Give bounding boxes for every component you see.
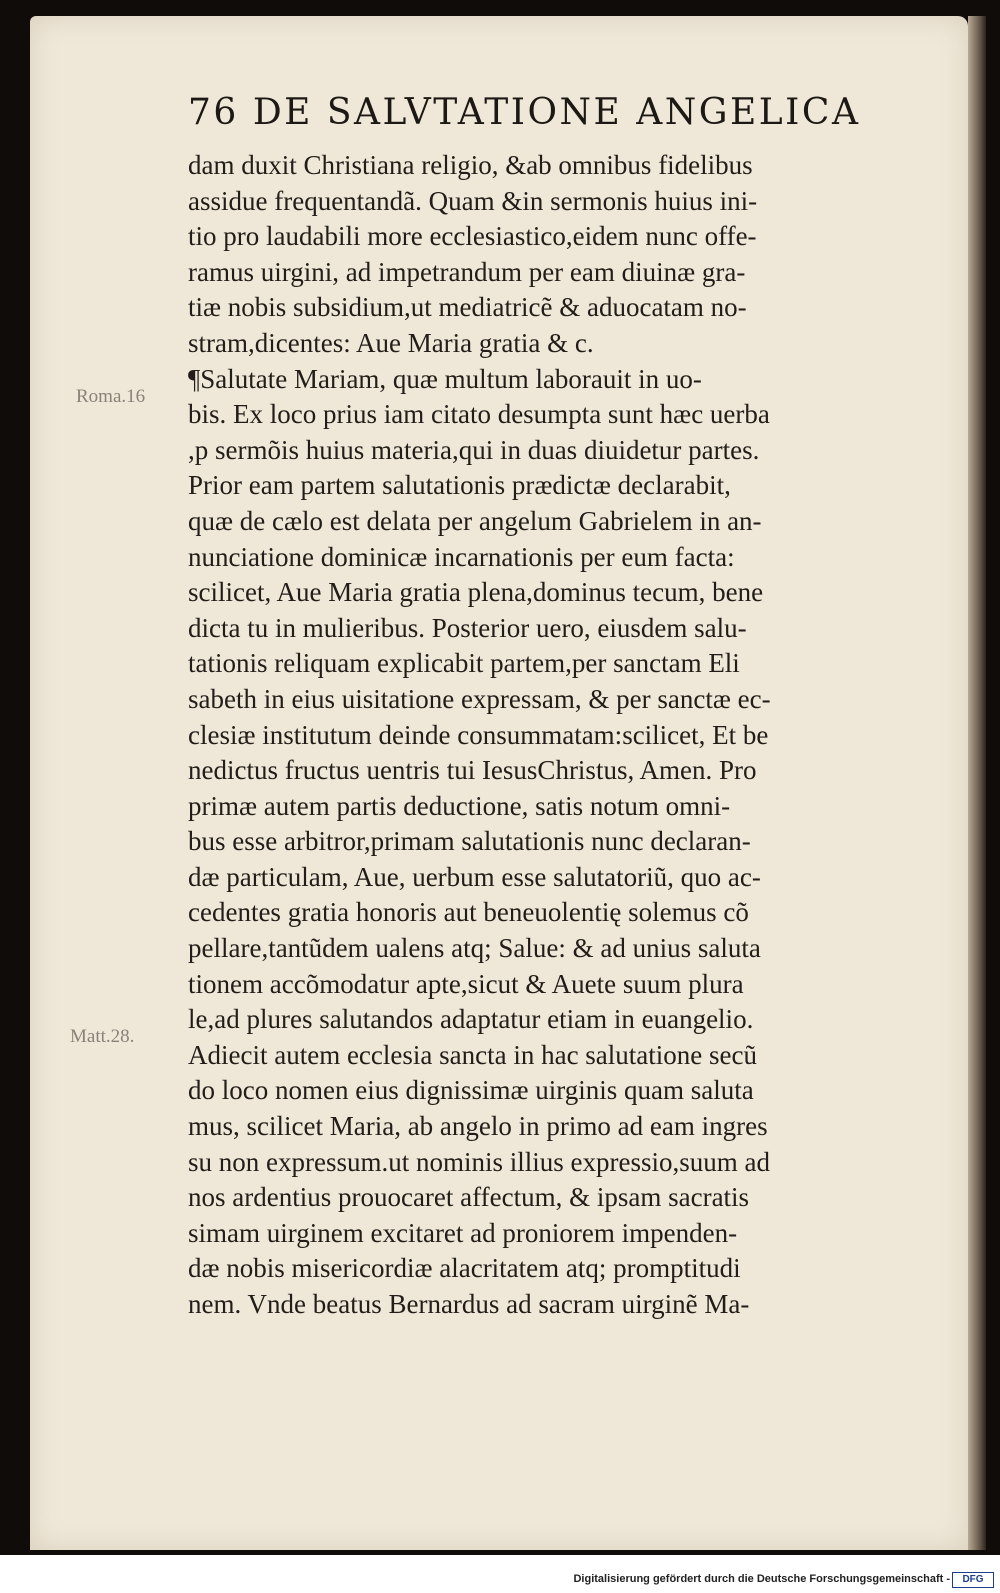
text-line: mus, scilicet Maria, ab angelo in primo ad eam ingres [188, 1111, 768, 1142]
margin-note-roma: Roma.16 [76, 386, 146, 407]
text-line: su non expressum.ut nominis illius expressio,suum ad [188, 1146, 770, 1177]
page-number: 76 [188, 92, 239, 133]
text-line: tionem accõmodatur apte,sicut & Auete suum plura [188, 968, 744, 999]
text-line: nedictus fructus uentris tui IesusChristus, Amen. Pro [188, 755, 757, 786]
text-line: bis. Ex loco prius iam citato desumpta sunt hæc uerba [188, 399, 770, 430]
text-line: tio pro laudabili more ecclesiastico,eidem nunc offe- [188, 221, 757, 252]
text-line: simam uirginem excitaret ad proniorem impenden- [188, 1217, 738, 1248]
text-line: clesiæ institutum deinde consummatam:scilicet, Et be [188, 719, 769, 750]
text-line: ¶Salutate Mariam, quæ multum laborauit in uo- [188, 363, 702, 394]
text-line: nem. Vnde beatus Bernardus ad sacram uirginẽ Ma- [188, 1289, 750, 1319]
text-line: ,p sermõis huius materia,qui in duas diuidetur partes. [188, 434, 760, 465]
text-line: dæ nobis misericordiæ alacritatem atq; promptitudi [188, 1253, 741, 1284]
text-line: Prior eam partem salutationis prædictæ declarabit, [188, 470, 731, 501]
text-line: do loco nomen eius dignissimæ uirginis quam saluta [188, 1075, 754, 1106]
text-line: quæ de cælo est delata per angelum Gabrielem in an- [188, 505, 762, 536]
text-line: assidue frequentandã. Quam &in sermonis huius ini- [188, 185, 758, 216]
text-line: dam duxit Christiana religio, &ab omnibus fidelibus [188, 150, 753, 180]
page-edge [968, 16, 986, 1550]
text-line: ramus uirgini, ad impetrandum per eam diuinæ gra- [188, 256, 746, 287]
text-line: nos ardentius prouocaret affectum, & ipsam sacratis [188, 1182, 750, 1213]
text-line: primæ autem partis deductione, satis notum omni- [188, 790, 731, 821]
text-line: Adiecit autem ecclesia sancta in hac salutatione secũ [188, 1039, 757, 1070]
running-head-title: DE SALVTATIONE ANGELICA [252, 92, 861, 133]
text-line: tationis reliquam explicabit partem,per sanctam Eli [188, 648, 740, 679]
text-line: dicta tu in mulieribus. Posterior uero, eiusdem salu- [188, 612, 747, 643]
footer-credit: Digitalisierung gefördert durch die Deutsche Forschungsgemeinschaft - [573, 1573, 950, 1585]
text-line: pellare,tantũdem ualens atq; Salue: & ad unius saluta [188, 933, 761, 964]
text-line: dæ particulam, Aue, uerbum esse salutatoriũ, quo ac- [188, 861, 761, 892]
text-line: scilicet, Aue Maria gratia plena,dominus tecum, bene [188, 577, 764, 608]
text-line: tiæ nobis subsidium,ut mediatricẽ & aduocatam no- [188, 292, 747, 323]
text-line: bus esse arbitror,primam salutationis nunc declaran- [188, 826, 751, 857]
text-line: nunciatione dominicæ incarnationis per eum facta: [188, 541, 735, 572]
running-head [188, 92, 878, 136]
text-line: sabeth in eius uisitatione expressam, & per sanctæ ec- [188, 683, 771, 714]
text-line: stram,dicentes: Aue Maria gratia & c. [188, 327, 594, 358]
text-line: le,ad plures salutandos adaptatur etiam in euangelio. [188, 1004, 754, 1035]
body-text [188, 148, 908, 1323]
margin-note-matt: Matt.28. [70, 1026, 135, 1047]
dfg-logo: DFG [952, 1572, 994, 1588]
text-line: cedentes gratia honoris aut beneuolentię solemus cõ [188, 897, 749, 928]
